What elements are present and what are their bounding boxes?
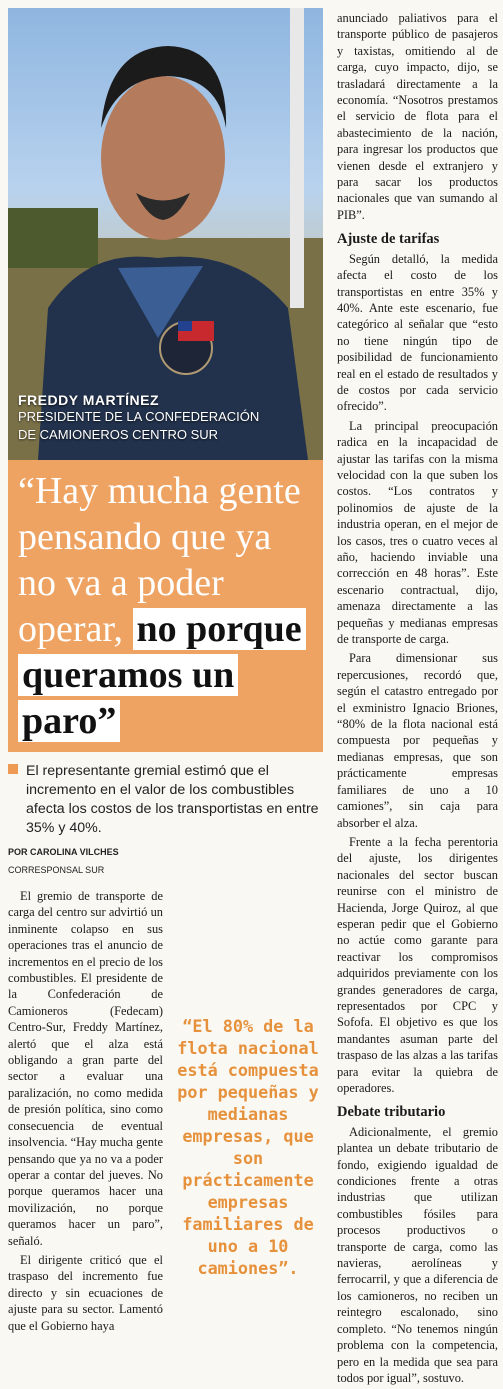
paragraph: Para dimensionar sus repercusiones, recordó que, según el catastro entregado por el exministro Ignacio Briones, “80% de la flota nacional está compuesta por pequeñas y medianas empresas, que son prácticamente empresas familiares de uno a 10 camiones”, sin caja para absorber el alza. — [337, 651, 498, 830]
paragraph: El gremio de transporte de carga del centro sur advirtió un inminente colapso en sus operaciones tras el anuncio de incrementos en el precio de los combustibles. El presidente de la Confederación de Camioneros (Fedecam) Centro-Sur, Freddy Martínez, alertó que el alza está obligando a gran parte del sector a evaluar una paralización, no como medida de presión política, sino como consecuencia de eventual insolvencia. “Hay mucha gente pensando que ya no va a poder operar a contar del jueves. No porque queramos hacer una movilización, no porque queramos hacer un paro”, señaló. — [8, 889, 163, 1248]
caption-role-line2: DE CAMIONEROS CENTRO SUR — [18, 427, 219, 442]
section-heading: Debate tributario — [337, 1104, 446, 1121]
headline-plain: “Hay mucha gente pensando que ya no va a poder operar, — [18, 470, 301, 650]
paragraph: Frente a la fecha perentoria del ajuste, los dirigentes nacionales del sector buscan reunirse con el ministro de Hacienda, Jorge Quiroz, al que esperan pedir que el Gobierno no actúe como garante para reactivar los compromisos adquiridos previamente con los grandes generadores de carga, representados por CPC y Sofofa. El objetivo es que los mandantes asuman parte del traspaso de las alzas a las tarifas para evitar la quiebra de operadores. — [337, 834, 498, 1095]
paragraph: Según detalló, la medida afecta el costo de los transportistas en entre 35% y 40%. Ante este escenario, fue categórico al señalar que “esto no tiene ningún tipo de posibilidad de funcionamiento real en el estado de resultados y de costos por cada servicio ofrecido”. — [337, 251, 498, 414]
paragraph: Adicionalmente, el gremio plantea un debate tributario de fondo, exigiendo igualdad de condiciones frente a otras industrias que utilizan combustibles fósiles para procesos productivos o transporte de carga, como las navieras, aerolíneas y ferrocarril, y que a diferencia de los camioneros, no reciben un reintegro escalonado, sino completo. “No tenemos ningún problema con la competencia, pero en la medida que sea para todos por igual”, sostuvo. — [337, 1124, 498, 1385]
byline — [8, 843, 119, 879]
caption-role-line1: PRESIDENTE DE LA CONFEDERACIÓN — [18, 409, 260, 424]
byline-role: CORRESPONSAL SUR — [8, 865, 105, 875]
caption-name: FREDDY MARTÍNEZ — [18, 392, 160, 408]
section-heading: Ajuste de tarifas — [337, 231, 440, 248]
paragraph: El dirigente criticó que el traspaso del incremento fue directo y sin ecuaciones de ajuste para su sector. Lamentó que el Gobierno haya — [8, 1252, 163, 1333]
paragraph: anunciado paliativos para el transporte público de pasajeros y taxistas, omitiendo al de carga, cuyo impacto, dijo, se trasladará directamente a la economía. “Nosotros prestamos el servicio de flota para el abastecimiento de la nación, para ingresar los productos que vienen desde el extranjero y para sacar los productos nacionales que van sumando al PIB”. — [337, 11, 498, 222]
paragraph: La principal preocupación radica en la incapacidad de ajustar las tarifas con la misma velocidad con la que suben los costos. “Los contratos y polinomios de ajuste de la industria operan, en el mejor de los casos, tres o cuatro veces al año, haciendo inviable una corrección en 48 horas”. Este escenario contractual, dijo, amenaza directamente a las pequeñas y medianas empresas de transporte de carga. — [337, 418, 498, 647]
byline-author: POR CAROLINA VILCHES — [8, 847, 119, 857]
article-column-1 — [8, 888, 163, 1337]
headline-highlight: no porque queramos un paro” — [18, 608, 306, 742]
headline-quote — [18, 468, 318, 744]
pull-quote: “El 80% de la flota nacional está compuesta por pequeñas y medianas empresas, que son prácticamente empresas familiares de uno a 10 camiones”. — [177, 1016, 319, 1278]
article-column-2 — [337, 10, 498, 1389]
summary — [8, 762, 323, 838]
photo-caption — [18, 392, 259, 444]
bullet-square-icon — [8, 764, 18, 774]
summary-text: El representante gremial estimó que el incremento en el valor de los combustibles afecta los costos de los transportistas en entre 35% y 40%. — [26, 763, 319, 836]
